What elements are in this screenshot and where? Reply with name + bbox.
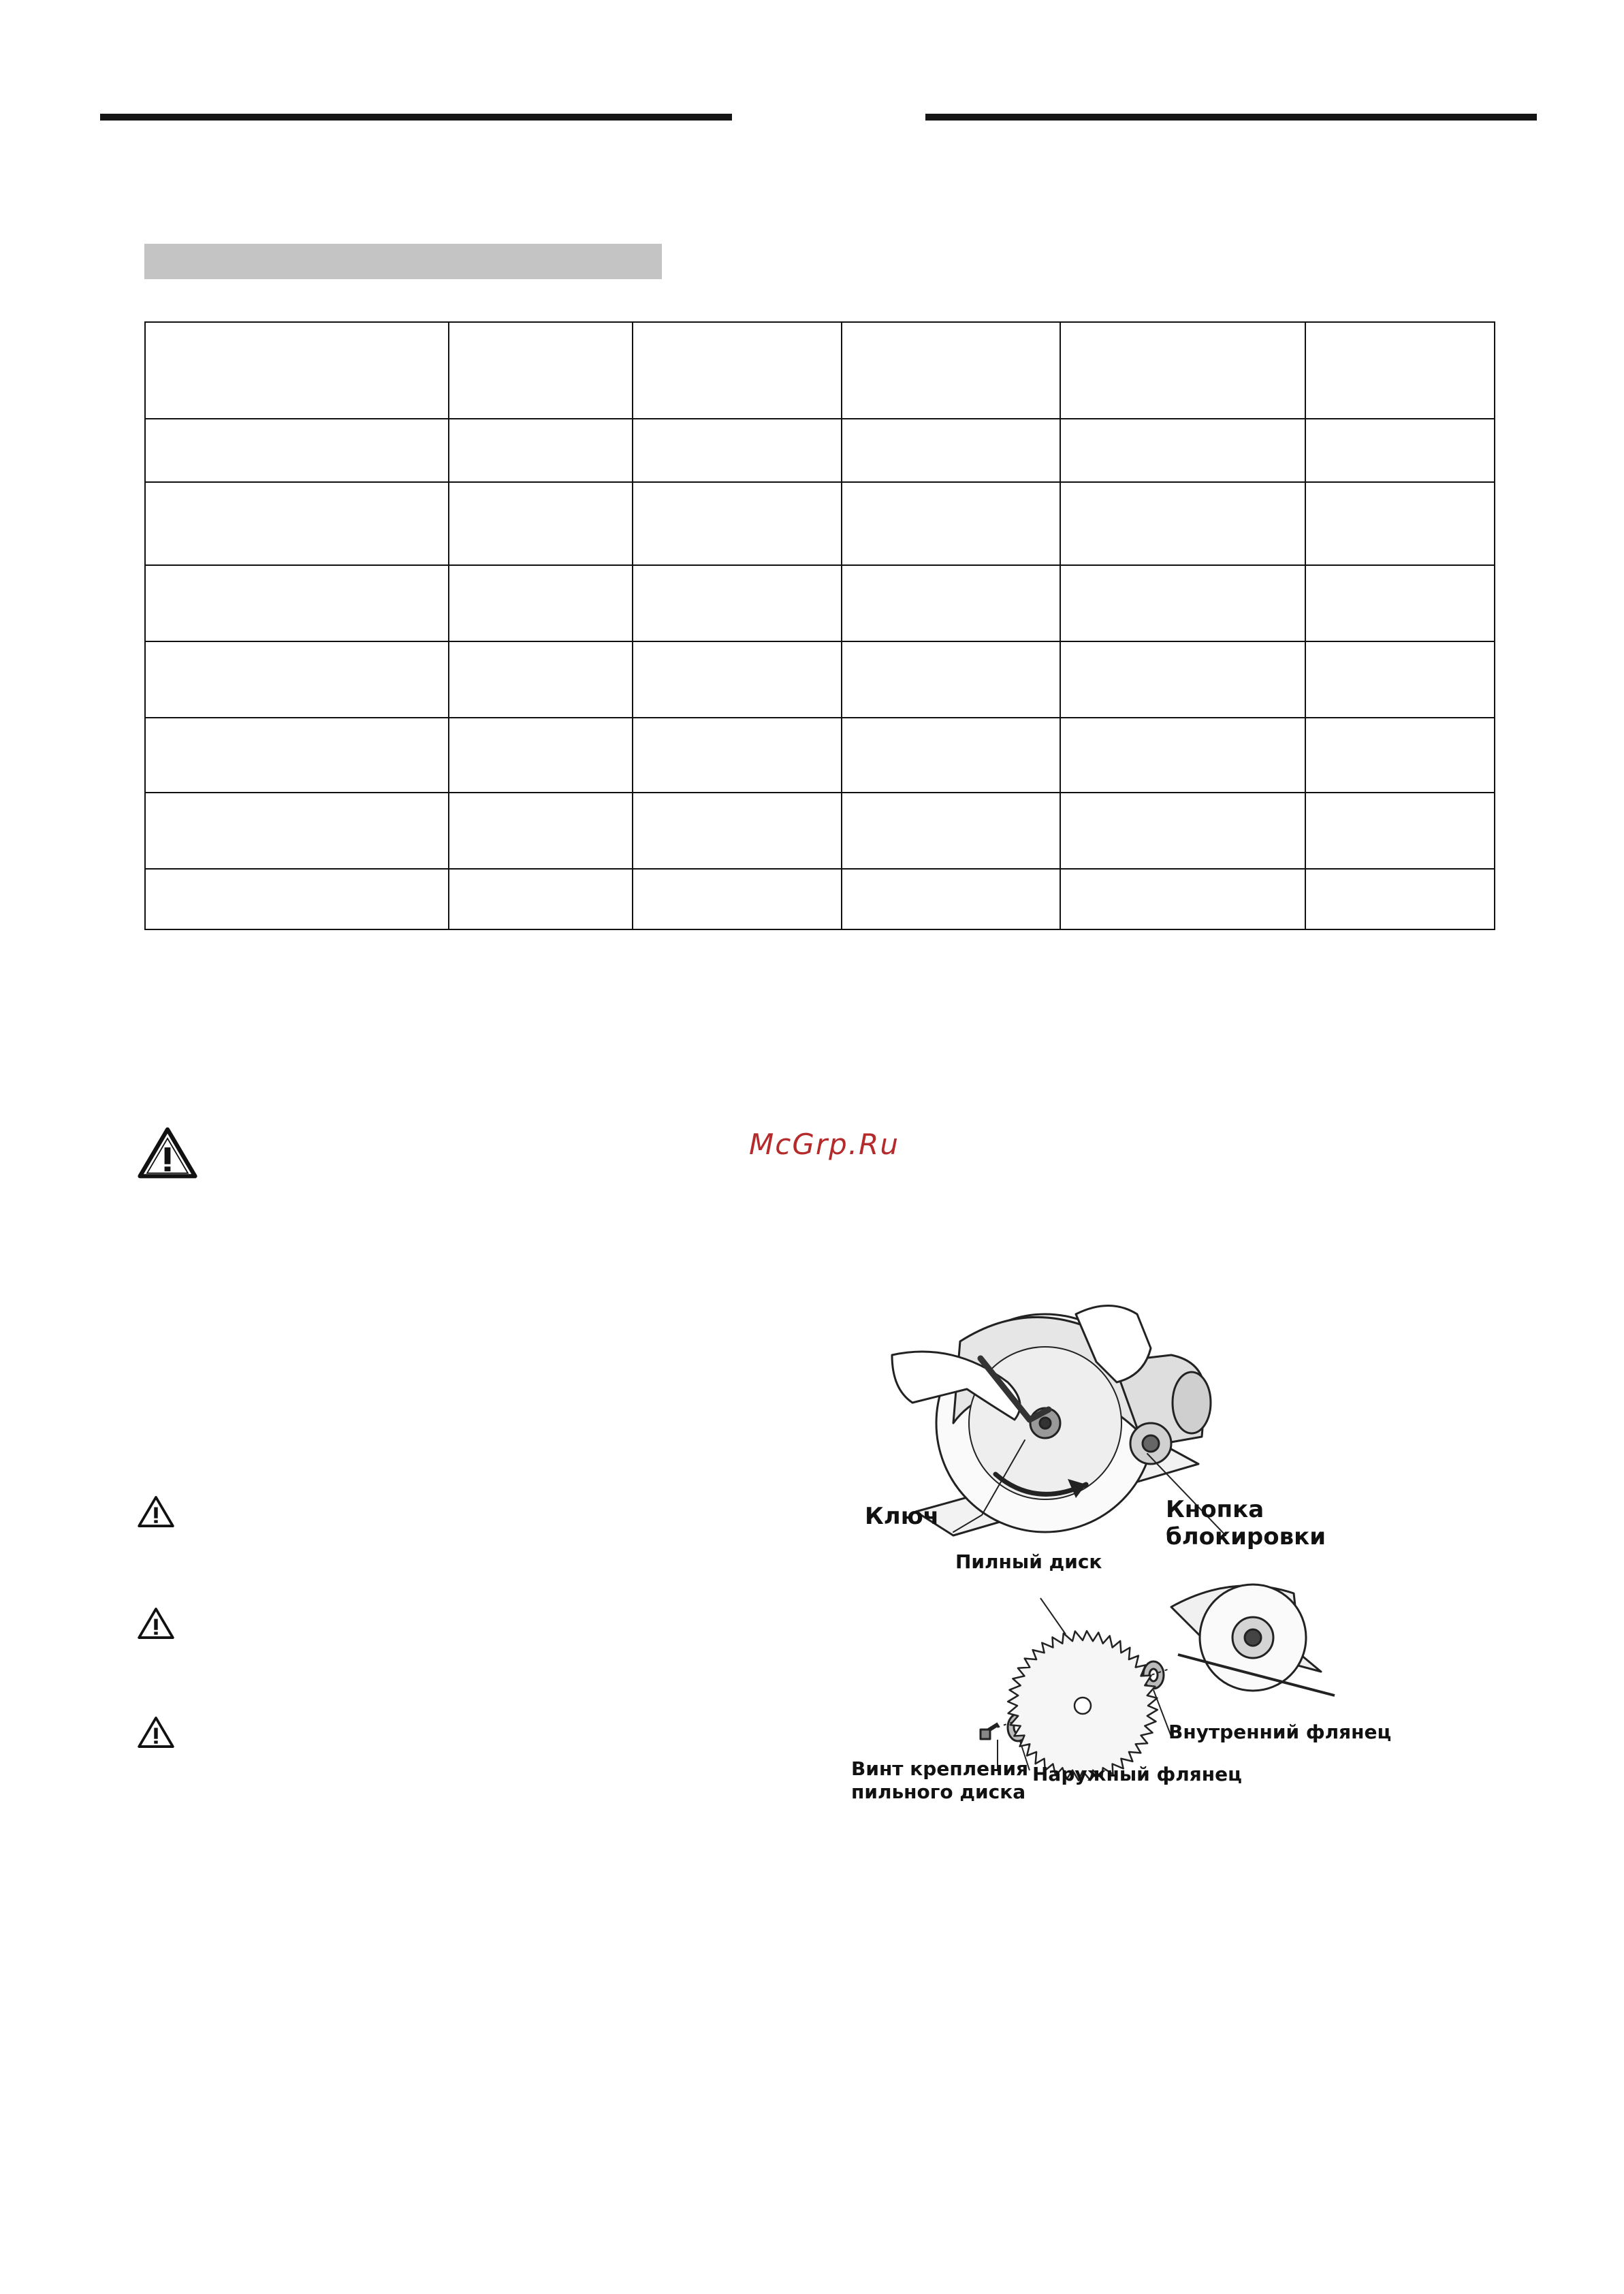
warning-icon — [138, 1716, 174, 1749]
key-label: Ключ — [865, 1503, 940, 1530]
section-heading-bar — [144, 244, 662, 279]
table-row — [145, 419, 1495, 482]
lock-button-label-line2: блокировки — [1166, 1523, 1326, 1550]
lock-button-label-line1: Кнопка — [1166, 1496, 1264, 1523]
outer-flange-label: Наружный флянец — [1032, 1763, 1242, 1785]
table-row — [145, 641, 1495, 718]
warning-icon — [138, 1126, 197, 1179]
screw-label-line2: пильного диска — [851, 1781, 1026, 1803]
table-row — [145, 322, 1495, 419]
table-row — [145, 482, 1495, 565]
table-row — [145, 565, 1495, 641]
watermark: McGrp.Ru — [749, 1128, 899, 1161]
circular-saw-illustration — [851, 1301, 1396, 1832]
header-rule-left — [100, 114, 732, 121]
table-row — [145, 718, 1495, 793]
warning-icon — [138, 1495, 174, 1528]
inner-flange-label: Внутренний флянец — [1168, 1721, 1392, 1743]
table-row — [145, 869, 1495, 929]
header-rule-right — [925, 114, 1537, 121]
saw-blade-label: Пилный диск — [955, 1550, 1102, 1573]
blade-installation-figure — [851, 1301, 1396, 1832]
screw-label-line1: Винт крепления — [851, 1757, 1029, 1780]
warning-icon — [138, 1607, 174, 1640]
spec-table — [144, 321, 1495, 930]
table-row — [145, 793, 1495, 869]
